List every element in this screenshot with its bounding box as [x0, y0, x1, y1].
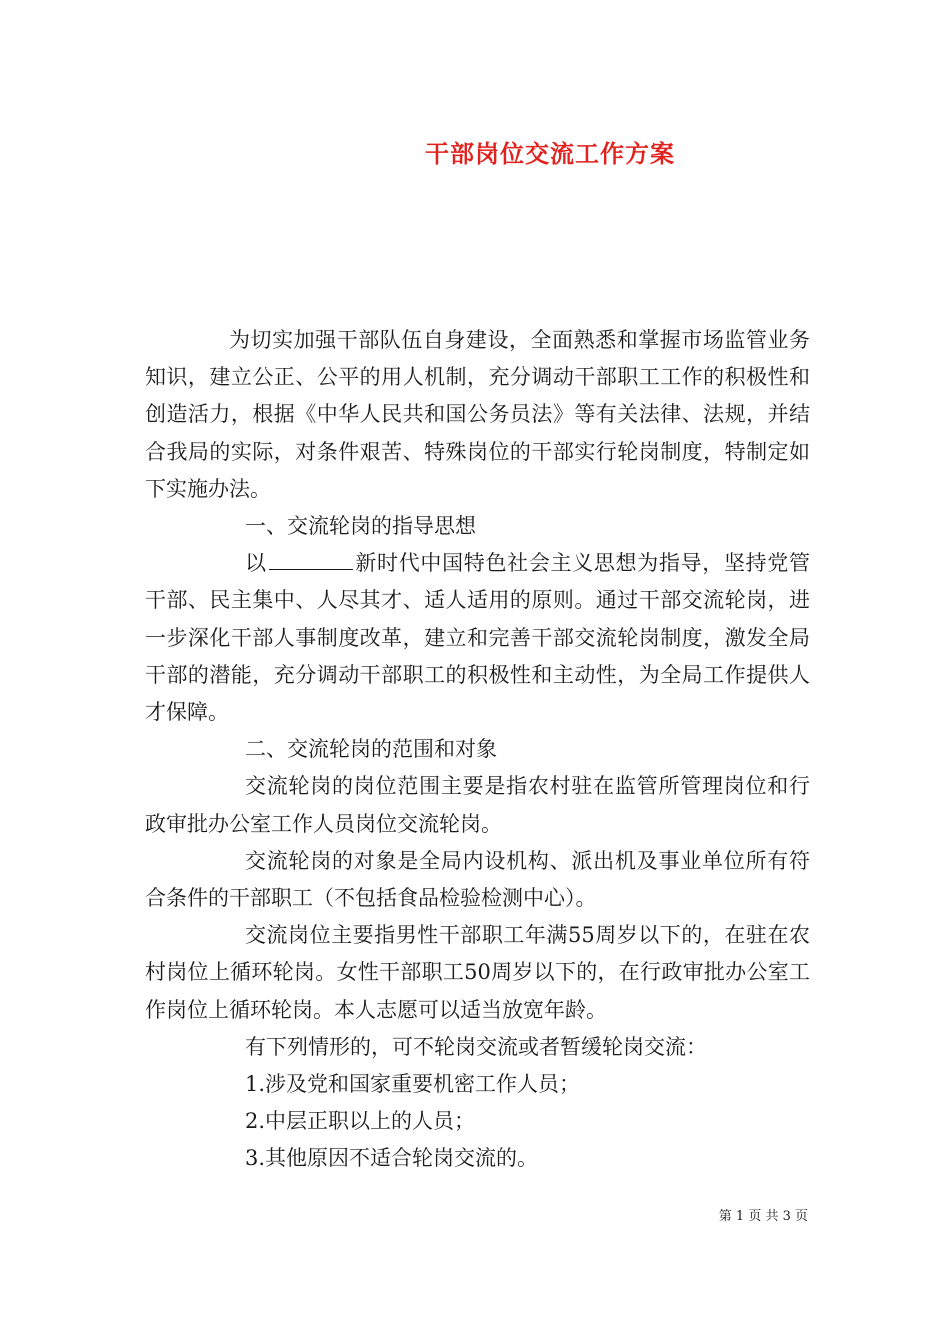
- list-item: 3.其他原因不适合轮岗交流的。: [245, 1146, 539, 1171]
- paragraph-targets: 交流轮岗的对象是全局内设机构、派出机及事业单位所有符合条件的干部职工（不包括食品检验检测中心）。: [145, 848, 810, 911]
- blank-underline: [269, 551, 353, 570]
- paragraph-scope: 交流轮岗的岗位范围主要是指农村驻在监管所管理岗位和行政审批办公室工作人员岗位交流轮岗。: [145, 774, 810, 836]
- paragraph-guiding-ideology: [145, 545, 810, 731]
- paragraph-prefix: 以: [245, 551, 267, 576]
- list-item: 1.涉及党和国家重要机密工作人员；: [245, 1072, 581, 1097]
- paragraph-exceptions: 有下列情形的，可不轮岗交流或者暂缓轮岗交流：: [245, 1034, 707, 1059]
- page-footer: 第 1 页 共 3 页: [718, 1209, 808, 1224]
- section-heading-1: 一、交流轮岗的指导思想: [245, 514, 476, 539]
- document-body: [145, 322, 810, 1178]
- list-item: 2.中层正职以上的人员；: [245, 1109, 476, 1134]
- paragraph-intro: 为切实加强干部队伍自身建设，全面熟悉和掌握市场监管业务知识，建立公正、公平的用人机制，充分调动干部职工工作的积极性和创造活力，根据《中华人民共和国公务员法》等有关法律、法规，并结合我局的实际，对条件艰苦、特殊岗位的干部实行轮岗制度，特制定如下实施办法。: [145, 328, 810, 501]
- paragraph-age-rules: 交流岗位主要指男性干部职工年满55周岁以下的，在驻在农村岗位上循环轮岗。女性干部职工50周岁以下的，在行政审批办公室工作岗位上循环轮岗。本人志愿可以适当放宽年龄。: [145, 923, 810, 1022]
- paragraph-rest: 新时代中国特色社会主义思想为指导，坚持党管干部、民主集中、人尽其才、适人适用的原则。通过干部交流轮岗，进一步深化干部人事制度改革，建立和完善干部交流轮岗制度，激发全局干部的潜能，充分调动干部职工的积极性和主动性，为全局工作提供人才保障。: [145, 551, 811, 725]
- document-title: 干部岗位交流工作方案: [425, 139, 675, 168]
- section-heading-2: 二、交流轮岗的范围和对象: [245, 737, 497, 762]
